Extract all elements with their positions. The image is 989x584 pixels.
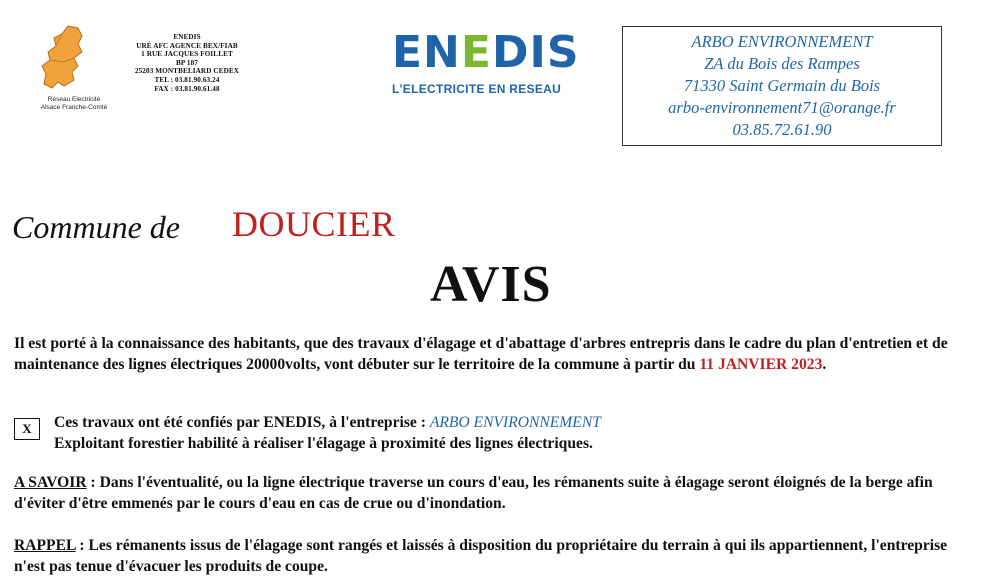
agency-line: URÉ AFC AGENCE BEX/FIAB — [136, 41, 238, 50]
contractor-checkbox: X — [14, 418, 40, 440]
rappel-paragraph: RAPPEL : Les rémanents issus de l'élagage sont rangés et laissés à disposition du propriétaire du terrain à qui ils appartiennent, l'entreprise n'est pas tenue d'évacuer les produits de coupe. — [14, 537, 948, 575]
agency-line: TEL : 03.81.90.63.24 — [154, 75, 220, 84]
agency-line: 25203 MONTBELIARD CEDEX — [134, 67, 240, 76]
enedis-logo: ENEDIS — [392, 27, 580, 78]
asavoir-paragraph: A SAVOIR : Dans l'éventualité, ou la ligne électrique traverse un cours d'eau, les rémanents suite à élagage seront éloignés de la berge afin d'éviter d'être emmenés par le cours d'eau en cas de crue ou d'inondation. — [14, 474, 933, 512]
agency-line: BP 187 — [176, 58, 198, 67]
notice-title: AVIS — [430, 256, 552, 313]
commune-label: Commune de — [12, 209, 180, 245]
contact-city: 71330 Saint Germain du Bois — [683, 76, 881, 95]
contractor-paragraph: Ces travaux ont été confiés par ENEDIS, à l'entreprise : ARBO ENVIRONNEMENT Exploitant forestier habilité à réaliser l'élagage à proximité des lignes électriques. — [54, 412, 954, 454]
asavoir-label: A SAVOIR — [14, 474, 87, 491]
contractor-name: ARBO ENVIRONNEMENT — [429, 414, 601, 431]
contractor-description: Exploitant forestier habilité à réaliser l'élagage à proximité des lignes électriques. — [54, 435, 593, 452]
start-date: 11 JANVIER 2023 — [699, 356, 823, 373]
contact-phone: 03.85.72.61.90 — [732, 120, 832, 139]
enedis-tagline: L'ELECTRICITE EN RESEAU — [392, 82, 562, 96]
agency-line: FAX : 03.81.90.61.48 — [154, 84, 220, 93]
town-name: DOUCIER — [232, 204, 396, 244]
contractor-contact-box — [622, 26, 942, 146]
contact-address: ZA du Bois des Rampes — [704, 54, 860, 73]
contact-email: arbo-environnement71@orange.fr — [668, 98, 896, 117]
agency-line: ENEDIS — [173, 33, 201, 41]
agency-address — [112, 33, 262, 93]
rappel-label: RAPPEL — [14, 537, 76, 554]
contact-name: ARBO ENVIRONNEMENT — [691, 32, 873, 51]
map-caption: Réseau Electricité Alsace Franche-Comté — [40, 96, 108, 111]
agency-line: 1 RUE JACQUES FOILLET — [141, 50, 233, 59]
intro-paragraph: Il est porté à la connaissance des habitants, que des travaux d'élagage et d'abattage d'arbres entrepris dans le cadre du plan d'entretien et de maintenance des lignes électriques 20000volts, vont débuter sur le territoire de la commune à partir du 11 JANVIER 2023. — [14, 335, 948, 373]
